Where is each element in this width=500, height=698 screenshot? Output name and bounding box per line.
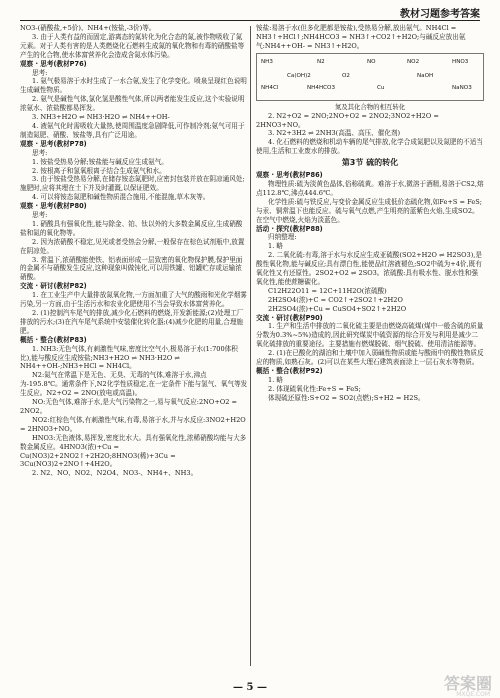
- paragraph: 1. 硝酸具有强氧化性,能与除金、铂、钛以外的大多数金属反应,生成硝酸盐和氮的氧化物等。: [20, 219, 243, 237]
- diagram-node: O2: [342, 72, 350, 79]
- column-divider: [250, 26, 251, 666]
- paragraph: 1. 略: [268, 375, 283, 384]
- diagram-node: NaNO3: [452, 84, 472, 91]
- section-heading: 观察 · 思考(教材P80): [20, 202, 87, 211]
- paragraph: 1. 生产和生活中排放的二氧化硫主要是由燃烧高硫煤(煤中一般含硫的质量分数为0.3%~5%)造成的,因此研究煤炭中硫资源的综合开发与利用是减少二氧化硫排放的重要途径。主要措施有燃煤脱硫、烟气脱硫、使用清洁能源等。: [256, 322, 484, 349]
- paragraph: 1. 氨气极易溶于水时生成了一水合氨,发生了化学变化。喷泉呈现红色说明生成碱性物质。: [20, 77, 247, 95]
- paragraph: 1. 铵盐受热易分解;铵盐能与碱反应生成氨气。: [32, 157, 168, 166]
- section-heading: 观察 · 思考(教材P86): [256, 171, 323, 180]
- chapter-title: 第3节 硫的转化: [341, 158, 399, 168]
- paragraph: HNO3:无色液体,易挥发,密度比水大。具有强氧化性,浓稀硝酸均能与大多数金属反应。4HNO3(浓)+Cu = Cu(NO3)2+2NO2↑+2H2O;8HNO3(稀)+3Cu = 3Cu(NO3)2+2NO↑+4H2O。: [20, 433, 247, 469]
- diagram-node: NO: [367, 58, 376, 65]
- section-heading: 概括 · 整合(教材P92): [256, 367, 323, 375]
- paragraph: 体现硫还原性:S+O2 = SO2(点燃);S+H2 = H2S。: [268, 393, 425, 402]
- paragraph: 4. 液氨气化时需吸收大量热,使周围温度急剧降低,可作制冷剂;氨气可用于制造氮肥、硝酸、铵盐等,具有广泛用途。: [20, 121, 245, 139]
- paragraph: 思考:: [32, 68, 48, 77]
- paragraph: 2H2SO4(浓)+Cu = CuSO4+SO2↑+2H2O: [268, 304, 407, 313]
- watermark-logo: 答案圈: [443, 674, 492, 693]
- diagram-node: NH4HCO3: [307, 84, 336, 91]
- paragraph: 3. 由于人类有益的而固定,游离态的氮转化为化合态的氮,被作物吸收了氮元素。对于人类有害的是人类燃烧化石燃料生成氮的氧化物和有毒的硝酸盐等产生的化合物,使水体富营养化会造成含氮水体污染。: [20, 32, 245, 59]
- section-heading: 观察 · 思考(教材P78): [20, 139, 87, 148]
- diagram-node: NO2: [407, 58, 420, 65]
- paragraph: 2. 二氧化硫:有毒,溶于水与水反应生成亚硫酸(SO2+H2O ⇌ H2SO3),是酸性氧化物,能与碱反应;具有漂白性,能使品红溶液褪色;SO2中硫为+4价,既有氧化性又有还原性。2SO2+O2 ⇌ 2SO3。浓硫酸:具有吸水性、脱水性和强氧化性,能使蔗糖碳化。: [256, 251, 482, 286]
- paragraph: NO:无色气体,难溶于水,是大气污染物之一,易与氧气反应:2NO+O2 = 2NO2。: [20, 398, 238, 415]
- section-heading: 观察 · 思考(教材P76): [20, 59, 87, 68]
- paragraph: 3. 由于铵盐受热易分解,在储存铵态氮肥时,应密封包装并放在阴凉通风处;施肥时,应将其埋在土下并及时灌溉,以保证肥效。: [20, 175, 245, 193]
- diagram-node: NaOH: [417, 72, 434, 79]
- paragraph: 3. N2+3H2 ⇌ 2NH3(高温、高压、催化剂): [268, 129, 401, 138]
- section-heading: 活动 · 探究(教材P88): [256, 224, 323, 233]
- paragraph: 2. 氨气是碱性气体,氯化氢是酸性气体,所以两者能发生反应,这个实验说明浓氨水、浓盐酸都易挥发。: [20, 95, 245, 113]
- paragraph: 1. NH3:无色气体,有刺激性气味,密度比空气小,极易溶于水(1:700体积比),能与酸反应生成铵盐;NH3+H2O ⇌ NH3·H2O ⇌ NH4++OH-;NH3+HCl = NH4Cl。: [20, 344, 238, 371]
- right-column: [256, 24, 484, 672]
- paragraph: 2. (1)在已酸化的湖泊和土壤中加入弱碱性物质或能与酸雨中的酸性物质反应的物质,如熟石灰。(2)可以在某些大理石建筑表面涂上一层石灰水等物质。: [256, 349, 484, 367]
- paragraph: NO3-(硝酸盐,+5价)、NH4+(铵盐,-3价)等。: [20, 24, 156, 32]
- paragraph: N2:氮气在常温下是无色、无臭、无毒的气体,难溶于水,沸点为-195.8℃。通常条件下,N2化学性质稳定,在一定条件下能与氢气、氧气等发生反应。N2+O2 = 2NO(放电或高温)。: [20, 371, 248, 398]
- paragraph: 化学性质:硫与铁反应,与变价金属反应生成低价态硫化物,如Fe+S = FeS;与汞、铜常温下也能反应。硫与氧气点燃,产生明亮的蓝紫色火焰,生成SO2。在空气中燃烧,火焰为淡蓝色。: [256, 197, 482, 224]
- paragraph: 物理性质:硫为淡黄色晶体,俗称硫黄。难溶于水,微溶于酒精,易溶于CS2,熔点112.8℃,沸点444.6℃。: [256, 179, 484, 197]
- paragraph: 思考:: [32, 211, 48, 220]
- header-title: 教材习题参考答案: [400, 9, 480, 20]
- paragraph: 2. 因为浓硝酸不稳定,见光或者受热会分解,一般保存在棕色试剂瓶中,放置在阴凉处。: [20, 237, 245, 255]
- page-number: — 5 —: [233, 682, 267, 693]
- diagram-node: HNO3: [452, 58, 469, 65]
- paragraph: 2. N2+O2 = 2NO;2NO+O2 = 2NO2;3NO2+H2O = 2HNO3+NO。: [256, 111, 439, 129]
- paragraph: 4. 化石燃料的燃烧和机动车辆的尾气排放,化学合成氮肥以及氮肥的不适当使用,生活和工业废水的排放。: [256, 138, 483, 156]
- section-heading: 交流 · 研讨(教材P82): [20, 282, 87, 291]
- diagram-node: Ca(OH)2: [287, 72, 311, 79]
- paragraph: 1. 略: [268, 242, 283, 251]
- paragraph: 4. 可以将铵态氮肥和碱性物质混合施用,不能混施,草木灰等。: [32, 193, 210, 202]
- diagram-node: NH4Cl: [261, 84, 279, 91]
- paragraph: 3. NH3+H2O ⇌ NH3·H2O ⇌ NH4++OH-: [32, 113, 170, 122]
- page-header: [20, 4, 480, 21]
- paragraph: 2H2SO4(浓)+C = CO2↑+2SO2↑+2H2O: [268, 295, 403, 304]
- paragraph: 铵盐:易溶于水(但多化肥都是铵盐),受热易分解,放出氨气。NH4Cl = NH3↑+HCl↑;NH4HCO3 = NH3↑+CO2↑+H2O;与碱反应放出氨气:NH4++OH- = NH3↑+H2O。: [256, 24, 466, 50]
- diagram-node: N2: [317, 58, 325, 65]
- paragraph: NO2:红棕色气体,有刺激性气味,有毒,易溶于水,并与水反应:3NO2+H2O = 2HNO3+NO。: [20, 415, 246, 433]
- paragraph: 2. N2、NO、NO2、N2O4、NO3-、NH4+、NH3。: [32, 469, 198, 478]
- watermark-url: MXQE.COM: [456, 691, 490, 698]
- section-heading: 交流 · 研讨(教材P90): [256, 313, 323, 322]
- section-heading: 概括 · 整合(教材P83): [20, 335, 87, 344]
- diagram-node: NH3: [261, 58, 273, 65]
- left-column: [20, 24, 248, 672]
- paragraph: 思考:: [32, 148, 48, 157]
- diagram-caption: 氮及其化合物的相互转化: [334, 102, 406, 111]
- paragraph: 3. 常温下,浓硝酸能使铁、铝表面形成一层致密的氧化物保护膜,保护里面的金属不与硝酸发生反应,这种现象叫做钝化,可以用铁罐、铝罐贮存或运输浓硝酸。: [20, 255, 243, 282]
- paragraph: 归纳整理:: [268, 233, 297, 242]
- diagram-node: Cu: [377, 84, 385, 91]
- paragraph: 2. 铵根离子和氢氧根离子结合生成氨气和水。: [32, 166, 166, 175]
- paragraph: 2. (1)控制汽车尾气的排放,减少化石燃料的燃烧,开发新能源;(2)处理工厂排放的污水;(3)在汽车尾气系统中安装催化转化器;(4)减少化肥的用量,合理施肥。: [20, 309, 244, 335]
- paragraph: 1. 在工业生产中大量排放氮氧化物,一方面加重了大气的酸雨和光化学烟雾污染,另一方面,由于生活污水和农业化肥使用不当会导致水体富营养化。: [20, 291, 247, 309]
- paragraph: 2. 体现硫氧化性:Fe+S = FeS;: [268, 384, 361, 393]
- paragraph: C12H22O11 = 12C+11H2O(浓硫酸): [268, 286, 387, 295]
- nitrogen-cycle-diagram: [256, 53, 484, 112]
